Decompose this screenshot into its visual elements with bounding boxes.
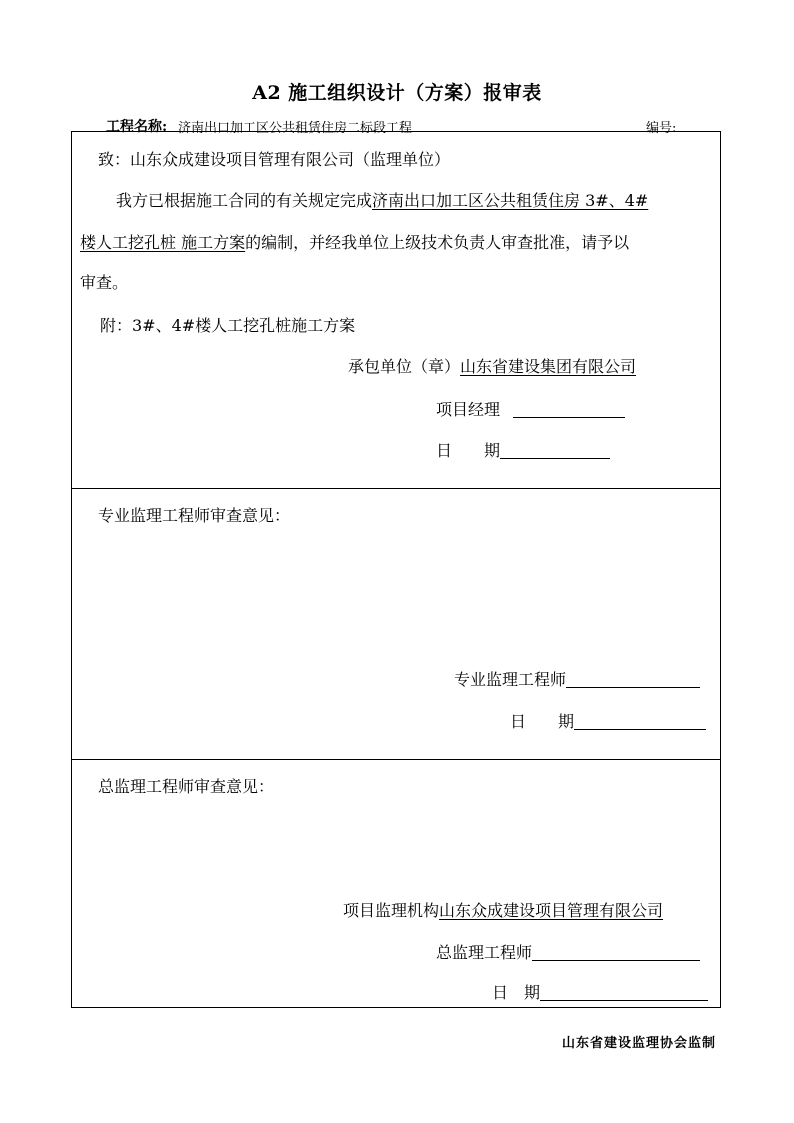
specialist-signature-blank[interactable] xyxy=(566,671,700,688)
org-name: 山东众成建设项目管理有限公司 xyxy=(439,901,664,920)
project-name-label: 工程名称: xyxy=(106,119,168,135)
contractor-name: 山东省建设集团有限公司 xyxy=(460,357,637,376)
date-label-2: 日 期 xyxy=(510,712,575,731)
date-blank-3[interactable] xyxy=(540,984,708,1001)
manager-line xyxy=(436,397,625,420)
paragraph-subject-2: 楼人工挖孔桩 施工方案 xyxy=(80,233,246,252)
specialist-engineer-label: 专业监理工程师 xyxy=(454,670,567,689)
chief-engineer-label: 总监理工程师 xyxy=(436,943,533,962)
paragraph-line-1 xyxy=(116,188,648,211)
page-title: A2 施工组织设计（方案）报审表 xyxy=(252,82,542,104)
addressee-unit: 山东众成建设项目管理有限公司（监理单位） xyxy=(130,150,451,169)
org-label: 项目监理机构 xyxy=(343,901,440,920)
org-line xyxy=(343,898,663,921)
chief-opinion-label: 总监理工程师审查意见： xyxy=(98,777,275,796)
number-label: 编号: xyxy=(646,121,677,136)
paragraph-subject-1: 济南出口加工区公共租赁住房 3#、4# xyxy=(372,191,649,210)
manager-signature-blank[interactable] xyxy=(513,401,625,418)
row-divider-2 xyxy=(72,759,720,760)
form-table xyxy=(71,131,721,1008)
row-divider-1 xyxy=(72,488,720,489)
date-blank-1[interactable] xyxy=(500,442,610,459)
date-line-3 xyxy=(492,980,708,1003)
attachment-line: 附：3#、4#楼人工挖孔桩施工方案 xyxy=(100,316,356,335)
addressee-line xyxy=(98,147,450,170)
date-blank-2[interactable] xyxy=(574,713,706,730)
paragraph-tail-2: 审查。 xyxy=(80,273,129,292)
project-name-value: 济南出口加工区公共租赁住房二标段工程 xyxy=(178,121,413,136)
addressee-prefix: 致： xyxy=(98,150,131,169)
paragraph-tail-1: 的编制，并经我单位上级技术负责人审查批准，请予以 xyxy=(245,233,630,252)
date-label-1: 日 期 xyxy=(436,441,501,460)
supervisor-footer: 山东省建设监理协会监制 xyxy=(561,1036,716,1051)
date-line-2 xyxy=(510,709,706,732)
chief-signature-blank[interactable] xyxy=(532,944,700,961)
paragraph-line-2 xyxy=(80,230,629,253)
paragraph-lead: 我方已根据施工合同的有关规定完成 xyxy=(116,191,373,210)
contractor-label: 承包单位（章） xyxy=(348,357,461,376)
chief-engineer-line xyxy=(436,940,700,963)
specialist-opinion-label: 专业监理工程师审查意见： xyxy=(98,506,291,525)
contractor-line xyxy=(348,354,636,377)
specialist-engineer-line xyxy=(454,667,700,690)
date-label-3: 日 期 xyxy=(492,983,541,1002)
date-line-1 xyxy=(436,438,610,461)
manager-label: 项目经理 xyxy=(436,400,501,419)
